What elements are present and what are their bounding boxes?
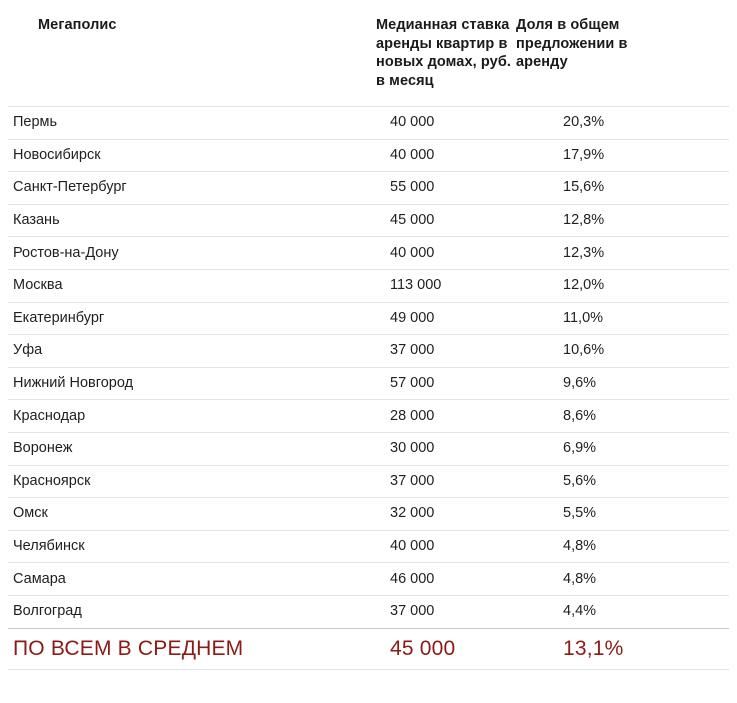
cell-rate: 57 000 <box>390 375 435 392</box>
cell-share: 20,3% <box>563 114 605 131</box>
table-row <box>8 562 729 595</box>
cell-rate: 37 000 <box>390 603 435 620</box>
cell-city: Новосибирск <box>13 146 101 163</box>
cell-city: Краснодар <box>13 407 86 424</box>
table-row <box>8 269 729 302</box>
table-row <box>8 530 729 563</box>
table-row <box>8 367 729 400</box>
cell-rate: 37 000 <box>390 342 435 359</box>
cell-share: 4,8% <box>563 570 597 587</box>
cell-rate: 113 000 <box>390 277 442 294</box>
cell-city: Волгоград <box>13 603 82 620</box>
cell-rate: 46 000 <box>390 570 435 587</box>
cell-city: Красноярск <box>13 472 91 489</box>
cell-rate: 40 000 <box>390 244 435 261</box>
cell-rate: 40 000 <box>390 538 435 555</box>
cell-rate: 49 000 <box>390 309 435 326</box>
cell-city: Уфа <box>13 342 43 359</box>
cell-rate: 40 000 <box>390 114 435 131</box>
cell-share: 12,0% <box>563 277 605 294</box>
cell-share: 12,3% <box>563 244 605 261</box>
cell-city: Челябинск <box>13 538 85 555</box>
table-row <box>8 497 729 530</box>
cell-share: 5,6% <box>563 472 597 489</box>
table-header-row <box>0 0 737 106</box>
column-header-median-rate: Медианная ставка аренды квартир в новых домах, руб. в месяц <box>376 17 512 89</box>
cell-share: 4,4% <box>563 603 597 620</box>
cell-rate: 32 000 <box>390 505 435 522</box>
table-row <box>8 236 729 269</box>
cell-share: 9,6% <box>563 375 597 392</box>
table-row <box>8 139 729 172</box>
column-header-share: Доля в общем предложении в аренду <box>516 17 628 70</box>
cell-city: Екатеринбург <box>13 309 105 326</box>
summary-label: ПО ВСЕМ В СРЕДНЕМ <box>13 636 244 660</box>
table-row <box>8 334 729 367</box>
table-row <box>8 302 729 335</box>
column-header-city: Мегаполис <box>38 17 117 33</box>
cell-city: Пермь <box>13 114 58 131</box>
cell-rate: 45 000 <box>390 212 435 229</box>
cell-city: Воронеж <box>13 440 73 457</box>
cell-city: Москва <box>13 277 63 294</box>
cell-city: Санкт-Петербург <box>13 179 127 196</box>
cell-share: 4,8% <box>563 538 597 555</box>
table-row <box>8 432 729 465</box>
cell-city: Самара <box>13 570 66 587</box>
cell-share: 6,9% <box>563 440 597 457</box>
cell-share: 17,9% <box>563 146 605 163</box>
table-row <box>8 106 729 139</box>
table-body <box>0 106 737 670</box>
table-row <box>8 595 729 628</box>
cell-share: 8,6% <box>563 407 597 424</box>
cell-rate: 55 000 <box>390 179 435 196</box>
summary-median-rate: 45 000 <box>390 636 456 660</box>
table-row <box>8 171 729 204</box>
table-row <box>8 204 729 237</box>
cell-rate: 28 000 <box>390 407 435 424</box>
cell-rate: 37 000 <box>390 472 435 489</box>
cell-city: Ростов-на-Дону <box>13 244 119 261</box>
cell-share: 11,0% <box>563 309 604 326</box>
table-row <box>8 465 729 498</box>
cell-share: 12,8% <box>563 212 605 229</box>
table-row <box>8 399 729 432</box>
cell-rate: 30 000 <box>390 440 435 457</box>
cell-rate: 40 000 <box>390 146 435 163</box>
cell-share: 5,5% <box>563 505 597 522</box>
cell-city: Нижний Новгород <box>13 375 134 392</box>
table-summary-row <box>8 628 729 670</box>
cell-city: Омск <box>13 505 48 522</box>
cell-city: Казань <box>13 212 60 229</box>
summary-share: 13,1% <box>563 636 624 660</box>
cell-share: 10,6% <box>563 342 605 359</box>
cell-share: 15,6% <box>563 179 605 196</box>
